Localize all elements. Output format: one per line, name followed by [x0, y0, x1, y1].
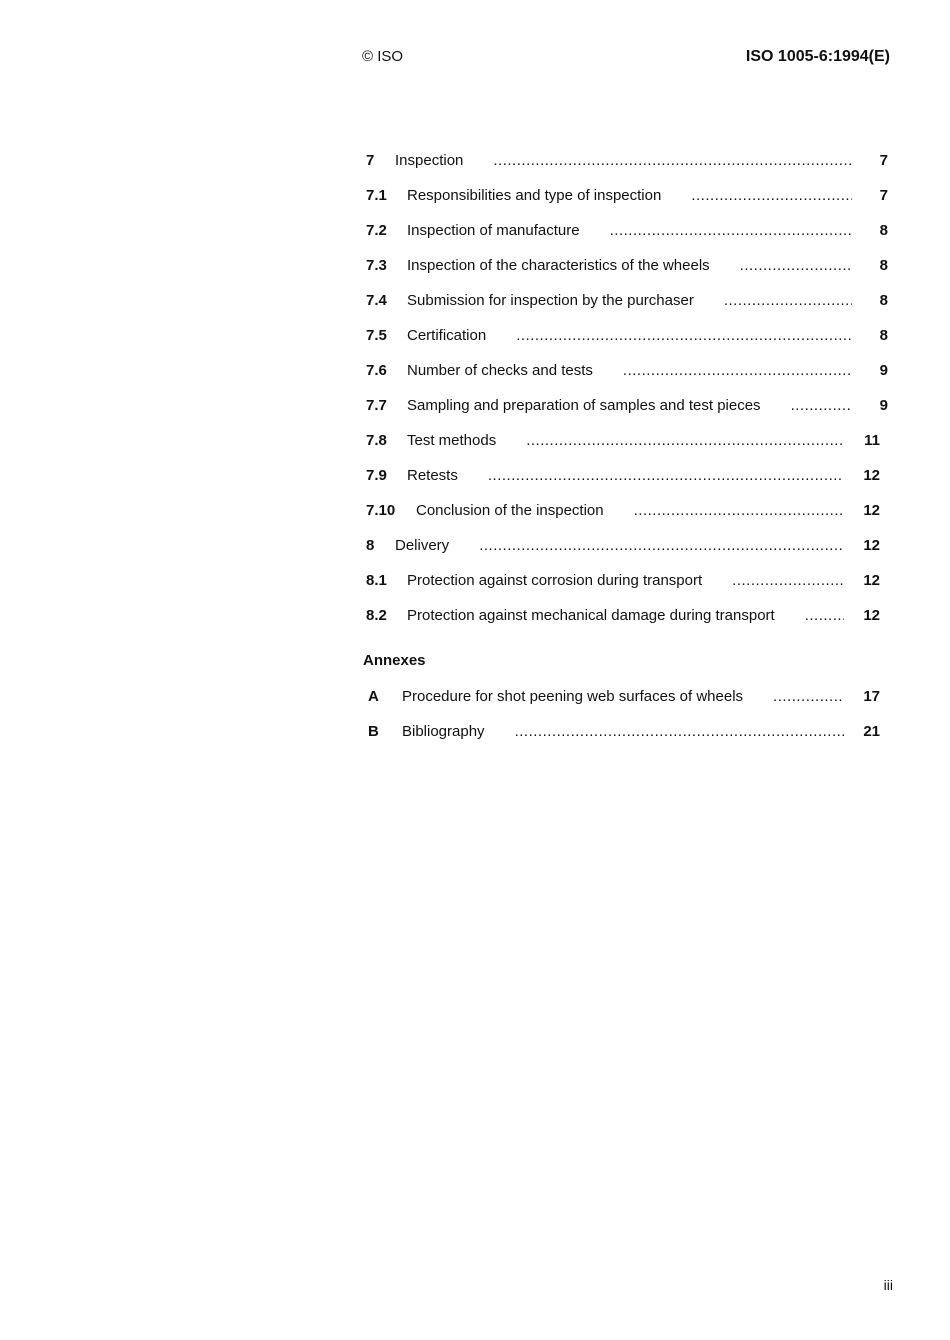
toc-title: Protection against mechanical damage during transport [407, 607, 775, 624]
toc-leader-dots [740, 255, 852, 277]
toc-entry[interactable] [366, 150, 888, 185]
toc-entry[interactable] [366, 535, 888, 570]
toc-title: Certification [407, 327, 487, 344]
toc-entry[interactable] [366, 570, 888, 605]
toc-title: Number of checks and tests [407, 362, 593, 379]
annex-title: Bibliography [402, 723, 485, 740]
toc-number: 8.2 [366, 607, 387, 624]
table-of-contents [366, 150, 888, 640]
toc-title: Sampling and preparation of samples and test pieces [407, 397, 761, 414]
annex-list [368, 686, 888, 756]
toc-page-number: 12 [863, 467, 880, 484]
toc-entry[interactable] [366, 465, 888, 500]
toc-entry[interactable] [366, 290, 888, 325]
standard-designation: ISO 1005-6:1994(E) [745, 48, 890, 65]
toc-title: Inspection of the characteristics of the wheels [407, 257, 710, 274]
toc-title: Delivery [395, 537, 450, 554]
toc-entry[interactable] [366, 395, 888, 430]
annex-title: Procedure for shot peening web surfaces of wheels [402, 688, 744, 705]
toc-leader-dots [493, 150, 852, 172]
toc-page-number: 9 [879, 397, 888, 414]
toc-title: Responsibilities and type of inspection [407, 187, 662, 204]
toc-leader-dots [805, 605, 844, 627]
toc-leader-dots [516, 325, 852, 347]
annex-letter: B [368, 723, 379, 740]
toc-leader-dots [515, 721, 844, 743]
toc-number: 7.1 [366, 187, 387, 204]
toc-leader-dots [634, 500, 844, 522]
toc-title: Conclusion of the inspection [416, 502, 604, 519]
toc-page-number: 7 [879, 152, 888, 169]
toc-number: 7.4 [366, 292, 387, 309]
toc-page-number: 12 [863, 537, 880, 554]
toc-page-number: 7 [879, 187, 888, 204]
toc-page-number: 12 [863, 607, 880, 624]
toc-entry[interactable] [366, 255, 888, 290]
toc-entry[interactable] [366, 325, 888, 360]
toc-entry[interactable] [366, 220, 888, 255]
toc-leader-dots [724, 290, 852, 312]
toc-page-number: 8 [879, 327, 888, 344]
toc-page-number: 11 [864, 432, 880, 449]
toc-page-number: 8 [879, 257, 888, 274]
annex-letter: A [368, 688, 379, 705]
page-header [362, 48, 890, 68]
toc-title: Protection against corrosion during transport [407, 572, 703, 589]
toc-number: 8 [366, 537, 375, 554]
annex-page-number: 21 [863, 723, 880, 740]
toc-leader-dots [623, 360, 852, 382]
toc-entry[interactable] [366, 360, 888, 395]
toc-number: 7.2 [366, 222, 387, 239]
toc-page-number: 12 [863, 502, 880, 519]
annex-entry[interactable] [368, 721, 888, 756]
toc-number: 7.10 [366, 502, 396, 519]
toc-title: Inspection of manufacture [407, 222, 580, 239]
toc-leader-dots [791, 395, 852, 417]
toc-leader-dots [526, 430, 844, 452]
toc-number: 8.1 [366, 572, 387, 589]
copyright-label: © ISO [362, 48, 404, 65]
toc-title: Submission for inspection by the purchaser [407, 292, 694, 309]
toc-entry[interactable] [366, 605, 888, 640]
toc-number: 7.6 [366, 362, 387, 379]
page-number: iii [883, 1277, 893, 1293]
toc-entry[interactable] [366, 430, 888, 465]
toc-page-number: 12 [863, 572, 880, 589]
toc-page-number: 8 [879, 222, 888, 239]
toc-number: 7.8 [366, 432, 387, 449]
toc-leader-dots [488, 465, 844, 487]
toc-leader-dots [773, 686, 844, 708]
annex-page-number: 17 [863, 688, 880, 705]
toc-leader-dots [732, 570, 844, 592]
toc-number: 7 [366, 152, 375, 169]
toc-page-number: 8 [879, 292, 888, 309]
toc-title: Test methods [407, 432, 497, 449]
toc-title: Inspection [395, 152, 464, 169]
toc-number: 7.7 [366, 397, 387, 414]
toc-leader-dots [691, 185, 852, 207]
toc-number: 7.5 [366, 327, 387, 344]
annexes-heading: Annexes [363, 652, 426, 669]
toc-number: 7.3 [366, 257, 387, 274]
toc-title: Retests [407, 467, 458, 484]
toc-leader-dots [610, 220, 852, 242]
toc-page-number: 9 [879, 362, 888, 379]
toc-entry[interactable] [366, 185, 888, 220]
toc-number: 7.9 [366, 467, 387, 484]
annex-entry[interactable] [368, 686, 888, 721]
toc-entry[interactable] [366, 500, 888, 535]
toc-leader-dots [479, 535, 844, 557]
